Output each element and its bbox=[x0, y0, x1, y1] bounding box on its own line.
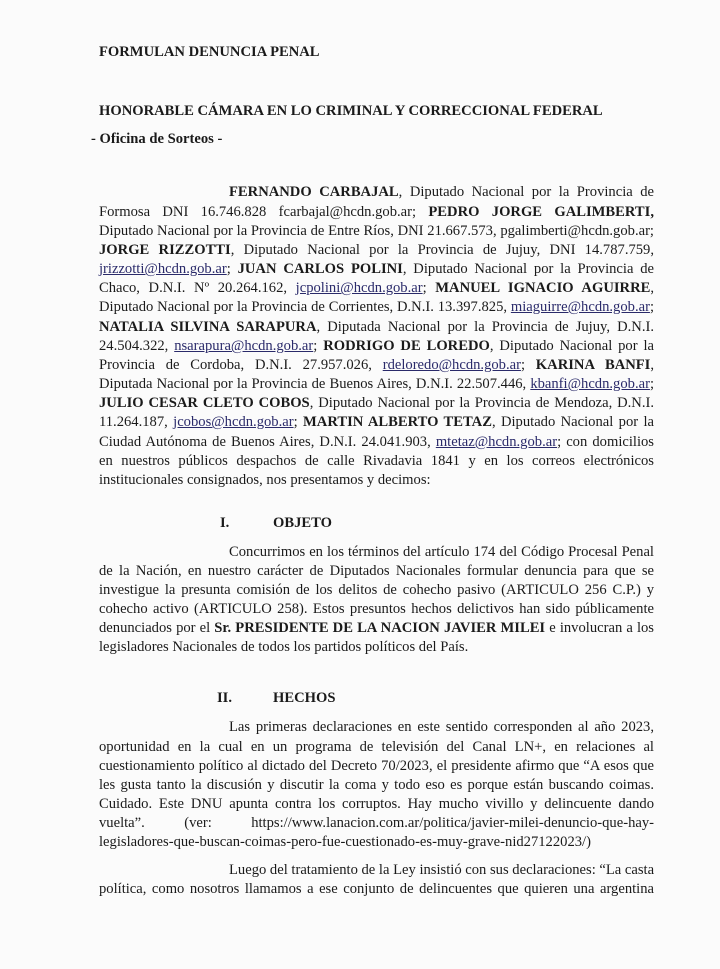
email-link: mtetaz@hcdn.gob.ar bbox=[435, 434, 558, 450]
section-title: HECHOS bbox=[273, 690, 336, 706]
hechos-line: cuestionamiento político al dictado del Decreto 70/2023, el presidente afirmo que “A esos que bbox=[99, 758, 654, 774]
hechos-line: les gusta tanto la discusión y discutir la coma y todo eso es porque están buscando coimas. bbox=[99, 777, 654, 793]
intro-line: JORGE RIZZOTTI, Diputado Nacional por la Provincia de Jujuy, DNI 14.787.759, bbox=[99, 242, 655, 258]
email-link: rdeloredo@hcdn.gob.ar bbox=[382, 357, 521, 373]
intro-line: NATALIA SILVINA SARAPURA, Diputada Nacional por la Provincia de Jujuy, D.N.I. bbox=[99, 319, 654, 335]
intro-line: jrizzotti@hcdn.gob.ar; JUAN CARLOS POLINI, Diputado Nacional por la Provincia de bbox=[99, 261, 655, 277]
intro-line: Ciudad Autónoma de Buenos Aires, D.N.I. 24.041.903, mtetaz@hcdn.gob.ar; con domicilios bbox=[99, 434, 654, 450]
email-link: jcobos@hcdn.gob.ar bbox=[173, 414, 294, 430]
section-number: I. bbox=[220, 515, 230, 531]
section-number: II. bbox=[217, 690, 233, 706]
objeto-line: cohecho activo (ARTICULO 258). Estos presuntos hechos delictivos han sido públicamente bbox=[99, 601, 654, 617]
email-link: miaguirre@hcdn.gob.ar bbox=[510, 299, 650, 315]
intro-line: institucionales consignados, nos presentamos y decimos: bbox=[99, 472, 431, 488]
intro-line: 24.504.322, nsarapura@hcdn.gob.ar; RODRIGO DE LOREDO, Diputado Nacional por la bbox=[99, 338, 654, 354]
hechos-line: Las primeras declaraciones en este sentido corresponden al año 2023, bbox=[229, 719, 654, 735]
intro-line: 11.264.187, jcobos@hcdn.gob.ar; MARTIN ALBERTO TETAZ, Diputado Nacional por la bbox=[99, 414, 655, 430]
email-link: jcpolini@hcdn.gob.ar bbox=[295, 280, 423, 296]
intro-line: Formosa DNI 16.746.828 fcarbajal@hcdn.gob.ar; PEDRO JORGE GALIMBERTI, bbox=[99, 204, 654, 220]
objeto-line: investigue la presunta comisión de los delitos de cohecho pasivo (ARTICULO 256 C.P.) y bbox=[99, 582, 654, 598]
objeto-line: Concurrimos en los términos del artículo 174 del Código Procesal Penal bbox=[229, 544, 654, 560]
intro-line: Chaco, D.N.I. Nº 20.264.162, jcpolini@hcdn.gob.ar; MANUEL IGNACIO AGUIRRE, bbox=[99, 280, 655, 296]
objeto-line: legisladores Nacionales de todos los partidos políticos del País. bbox=[99, 639, 469, 655]
court-heading: HONORABLE CÁMARA EN LO CRIMINAL Y CORRECCIONAL FEDERAL bbox=[99, 103, 603, 119]
intro-line: en nuestros públicos despachos de calle Rivadavia 1841 y en los correos electrónicos bbox=[99, 453, 654, 469]
intro-line: JULIO CESAR CLETO COBOS, Diputado Nacional por la Provincia de Mendoza, D.N.I. bbox=[99, 395, 654, 411]
hechos-line: vuelta”. (ver: https://www.lanacion.com.ar/politica/javier-milei-denuncio-que-hay- bbox=[99, 815, 654, 831]
intro-line: Diputado Nacional por la Provincia de Corrientes, D.N.I. 13.397.825, miaguirre@hcdn.gob.ar; bbox=[99, 299, 654, 315]
intro-line: Diputada Nacional por la Provincia de Buenos Aires, D.N.I. 22.507.446, kbanfi@hcdn.gob.ar; bbox=[99, 376, 654, 392]
email-link: jrizzotti@hcdn.gob.ar bbox=[99, 261, 227, 277]
hechos-line: oportunidad en la cual en un programa de televisión del Canal LN+, en relaciones al bbox=[99, 739, 654, 755]
hechos-line: Luego del tratamiento de la Ley insistió con sus declaraciones: “La casta bbox=[229, 862, 655, 878]
objeto-line: de la Nación, en nuestro carácter de Diputados Nacionales formular denuncia para que se bbox=[99, 563, 654, 579]
intro-line: Diputado Nacional por la Provincia de Entre Ríos, DNI 21.667.573, pgalimberti@hcdn.gob.ar; bbox=[99, 223, 654, 239]
hechos-line: política, como nosotros llamamos a ese conjunto de delincuentes que quieren una argentina bbox=[99, 881, 654, 897]
hechos-line: legisladores-que-buscan-coimas-pero-fue-cuestionado-es-muy-grave-nid27122023/) bbox=[99, 834, 591, 850]
hechos-line: Cuidado. Este DNU apunta contra los corruptos. Hay mucho vivillo y delincuente dando bbox=[99, 796, 654, 812]
section-title: OBJETO bbox=[273, 515, 332, 531]
document-title: FORMULAN DENUNCIA PENAL bbox=[99, 44, 320, 60]
intro-line: Provincia de Cordoba, D.N.I. 27.957.026, rdeloredo@hcdn.gob.ar; KARINA BANFI, bbox=[99, 357, 655, 373]
office-heading: - Oficina de Sorteos - bbox=[91, 131, 223, 147]
objeto-line: denunciados por el Sr. PRESIDENTE DE LA NACION JAVIER MILEI e involucran a los bbox=[99, 620, 654, 636]
intro-line: FERNANDO CARBAJAL, Diputado Nacional por la Provincia de bbox=[229, 184, 655, 200]
email-link: nsarapura@hcdn.gob.ar bbox=[174, 338, 314, 354]
email-link: kbanfi@hcdn.gob.ar bbox=[530, 376, 650, 392]
